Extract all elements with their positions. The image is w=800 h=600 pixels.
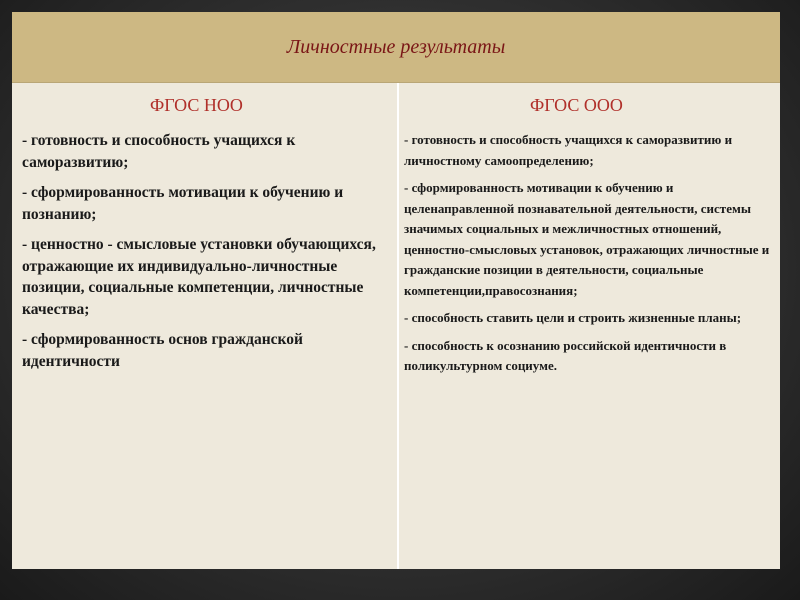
list-item: - сформированность основ гражданской идентичности [22, 331, 303, 370]
column-heading-noo: ФГОС НОО [150, 95, 243, 115]
column-heading-ooo: ФГОС ООО [530, 95, 623, 115]
list-item: - способность к осознанию российской идентичности в поликультурном социуме. [404, 337, 727, 373]
column-fgos-noo [12, 83, 397, 569]
column-fgos-ooo [399, 83, 780, 569]
table-header [12, 12, 780, 83]
list-item: - ценностно - смысловые установки обучающихся, отражающие их индивидуально-личностные позиции, социальные компетенции, личностные качества; [22, 236, 376, 318]
list-item: - готовность и способность учащихся к саморазвитию и личностному самоопределению; [404, 132, 733, 168]
list-item: - сформированность мотивации к обучению и целенаправленной познавательной деятельности, системы значимых социальных и межличностных отношений, ценностно-смысловых установок, отражающих личностные и гражданские позиции в деятельности, социальные компетенции,правосознания; [404, 180, 770, 298]
list-item: - способность ставить цели и строить жизненные планы; [404, 310, 742, 325]
list-item: - готовность и способность учащихся к саморазвитию; [22, 132, 296, 171]
results-table [12, 12, 780, 569]
list-item: - сформированность мотивации к обучению и познанию; [22, 184, 344, 223]
table-title: Личностные результаты [286, 36, 506, 58]
